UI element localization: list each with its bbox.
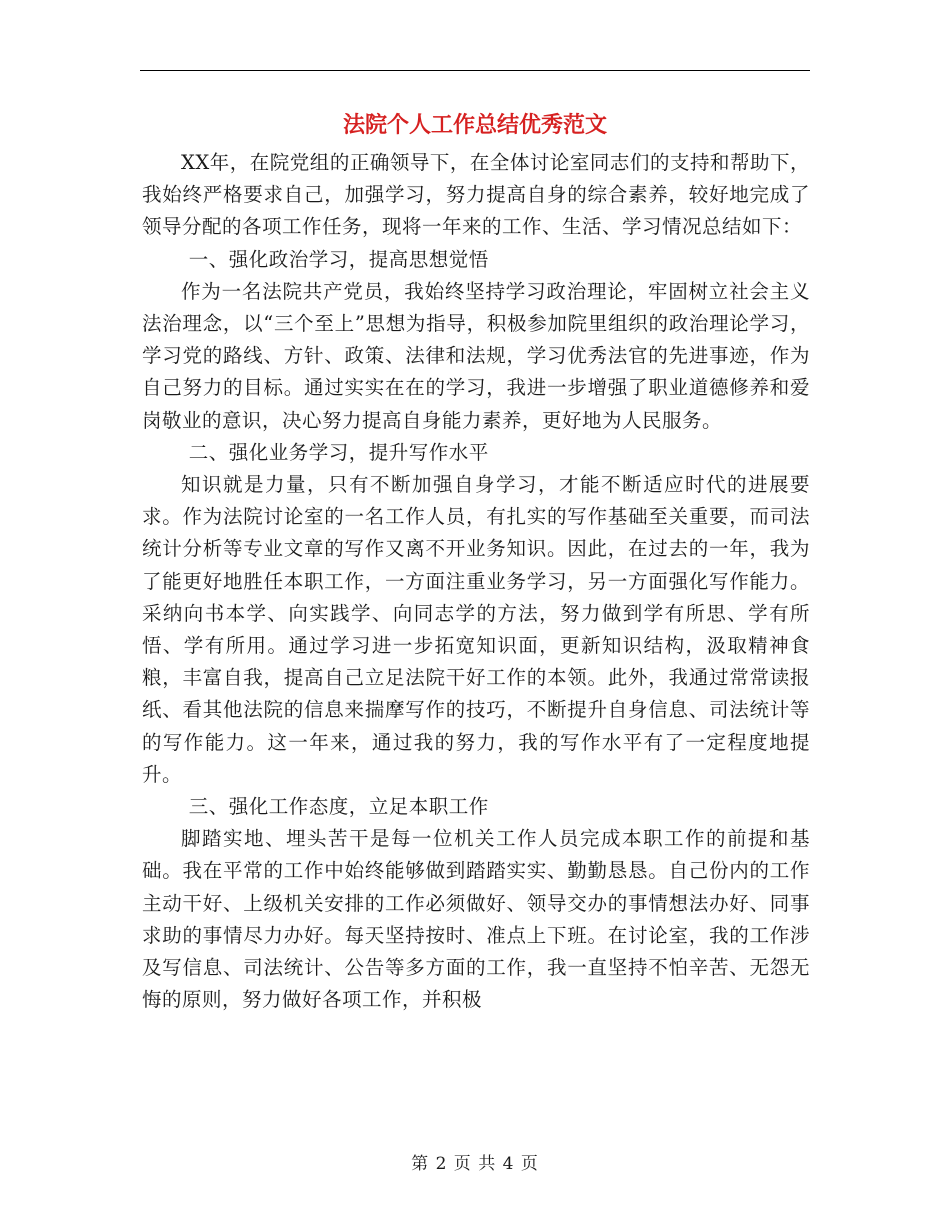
section-2-paragraph: 知识就是力量，只有不断加强自身学习，才能不断适应时代的进展要求。作为法院讨论室的一名工作人员，有扎实的写作基础至关重要，而司法统计分析等专业文章的写作又离不开业务知识。因此，在过去的一年，我为了能更好地胜任本职工作，一方面注重业务学习，另一方面强化写作能力。采纳向书本学、向实践学、向同志学的方法，努力做到学有所思、学有所悟、学有所用。通过学习进一步拓宽知识面，更新知识结构，汲取精神食粮，丰富自我，提高自己立足法院干好工作的本领。此外，我通过常常读报纸、看其他法院的信息来揣摩写作的技巧，不断提升自身信息、司法统计等的写作能力。这一年来，通过我的努力，我的写作水平有了一定程度地提升。 [142,473,810,786]
document-title: 法院个人工作总结优秀范文 [342,113,607,138]
section-heading-1: 一、强化政治学习，提高思想觉悟 [188,247,489,271]
page-number: 第 2 页 共 4 页 [411,1154,539,1174]
section-heading-2: 二、强化业务学习，提升写作水平 [188,440,489,464]
section-1-paragraph: 作为一名法院共产党员，我始终坚持学习政治理论，牢固树立社会主义法治理念，以“三个至上”思想为指导，积极参加院里组织的政治理论学习，学习党的路线、方针、政策、法律和法规，学习优秀法官的先进事迹，作为自己努力的目标。通过实实在在的学习，我进一步增强了职业道德修养和爱岗敬业的意识，决心努力提高自身能力素养，更好地为人民服务。 [142,279,810,432]
section-heading-3: 三、强化工作态度，立足本职工作 [188,795,489,819]
header-rule [140,70,810,71]
intro-paragraph: XX年，在院党组的正确领导下，在全体讨论室同志们的支持和帮助下，我始终严格要求自己，加强学习，努力提高自身的综合素养，较好地完成了领导分配的各项工作任务，现将一年来的工作、生活、学习情况总结如下： [142,151,810,239]
section-3-paragraph: 脚踏实地、埋头苦干是每一位机关工作人员完成本职工作的前提和基础。我在平常的工作中始终能够做到踏踏实实、勤勤恳恳。自己份内的工作主动干好、上级机关安排的工作必须做好、领导交办的事情想法办好、同事求助的事情尽力办好。每天坚持按时、准点上下班。在讨论室，我的工作涉及写信息、司法统计、公告等多方面的工作，我一直坚持不怕辛苦、无怨无悔的原则，努力做好各项工作，并积极 [142,827,810,1012]
document-body [142,147,810,1016]
